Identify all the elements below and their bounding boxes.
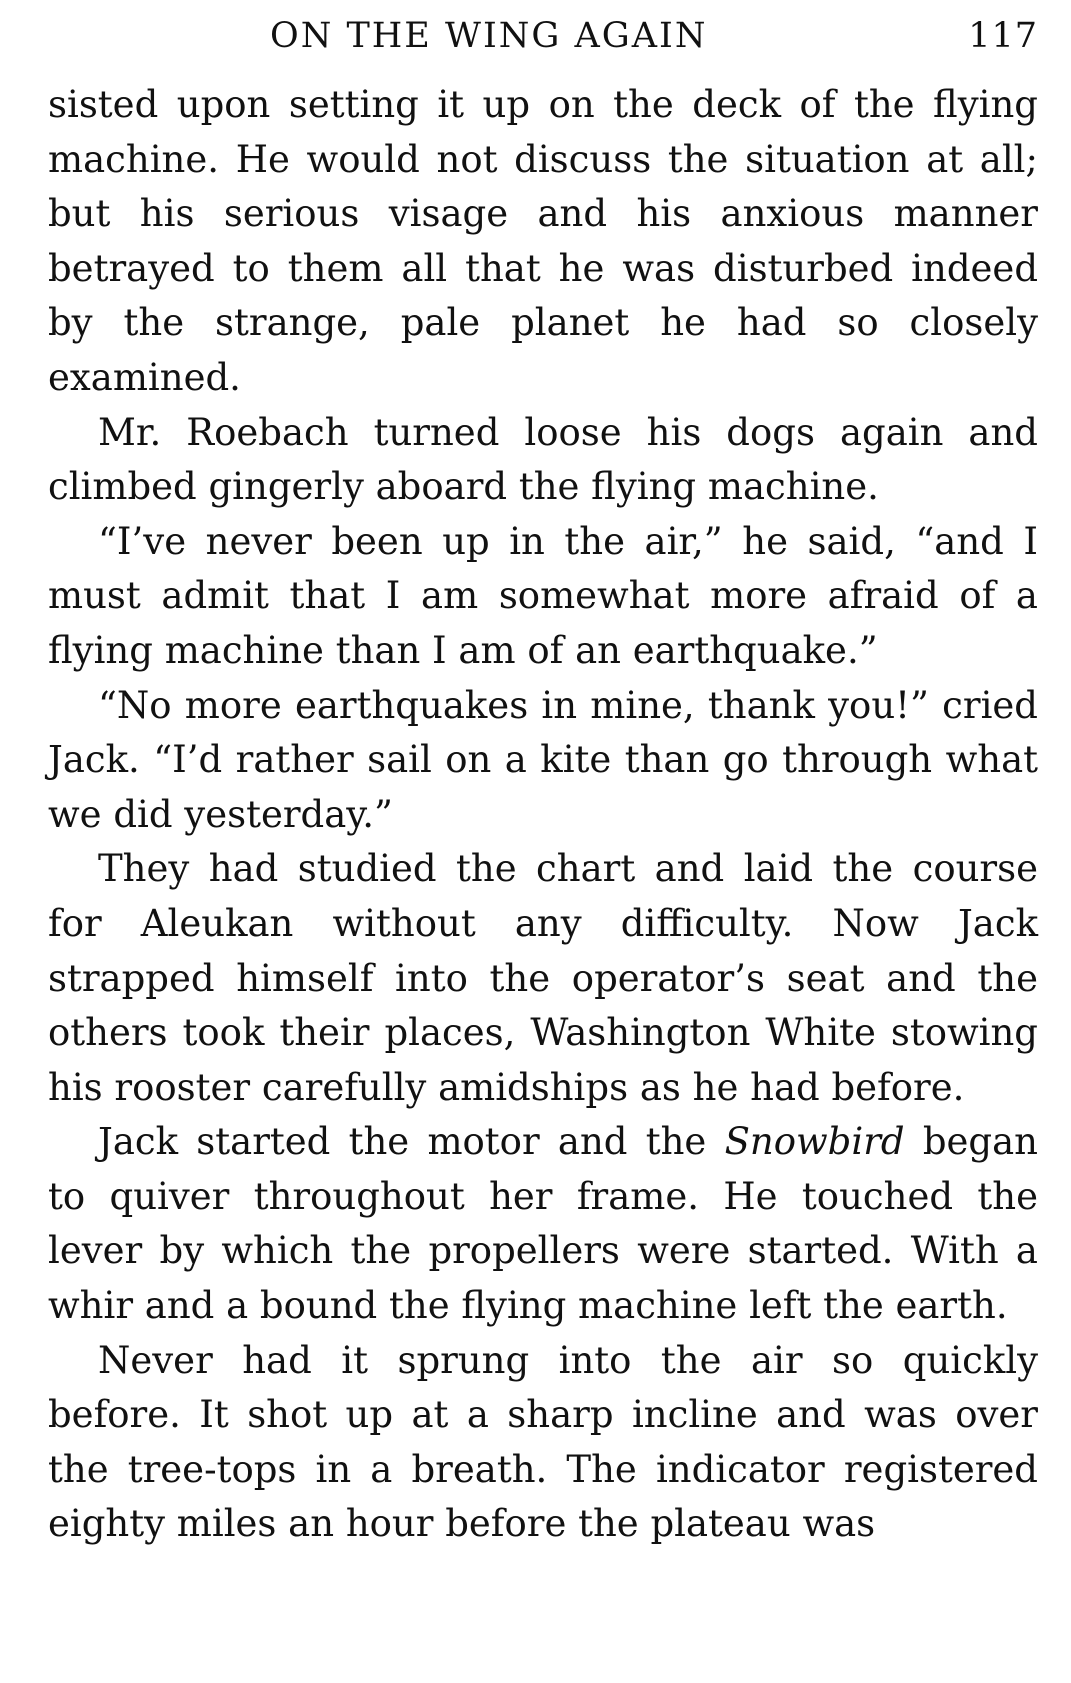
- paragraph-3: “I’ve never been up in the air,” he said, “and I must admit that I am somewhat more afraid of a flying machine than I am of an earthquake.”: [48, 519, 1038, 672]
- page-number: 117: [968, 16, 1038, 56]
- chapter-title: ON THE WING AGAIN: [270, 16, 708, 56]
- paragraph-6-text-before: Jack started the motor and the: [98, 1120, 725, 1164]
- paragraph-2: Mr. Roebach turned loose his dogs again and climbed gingerly aboard the flying machine.: [48, 410, 1038, 509]
- paragraph-4: “No more earthquakes in mine, thank you!” cried Jack. “I’d rather sail on a kite than go through what we did yesterday.”: [48, 683, 1038, 836]
- running-head: [48, 12, 1038, 78]
- paragraph-1: sisted upon setting it up on the deck of the flying machine. He would not discuss the situation at all; but his serious visage and his anxious manner betrayed to them all that he was disturbed indeed by the strange, pale planet he had so closely examined.: [48, 83, 1038, 399]
- book-page: [48, 12, 1038, 1672]
- paragraph-6: [48, 1115, 1038, 1333]
- ship-name: Snowbird: [724, 1120, 905, 1164]
- paragraph-7: Never had it sprung into the air so quickly before. It shot up at a sharp incline and was over the tree-tops in a breath. The indicator registered eighty miles an hour before the plateau was: [48, 1338, 1038, 1546]
- paragraph-6-text-after: began to quiver throughout her frame. He touched the lever by which the propellers were started. With a whir and a bound the flying machine left the earth.: [48, 1120, 1038, 1328]
- paragraph-5: They had studied the chart and laid the course for Aleukan without any difficulty. Now Jack strapped himself into the operator’s seat and the others took their places, Washington White stowing his rooster carefully amidships as he had before.: [48, 847, 1038, 1109]
- body-text: [48, 78, 1038, 1552]
